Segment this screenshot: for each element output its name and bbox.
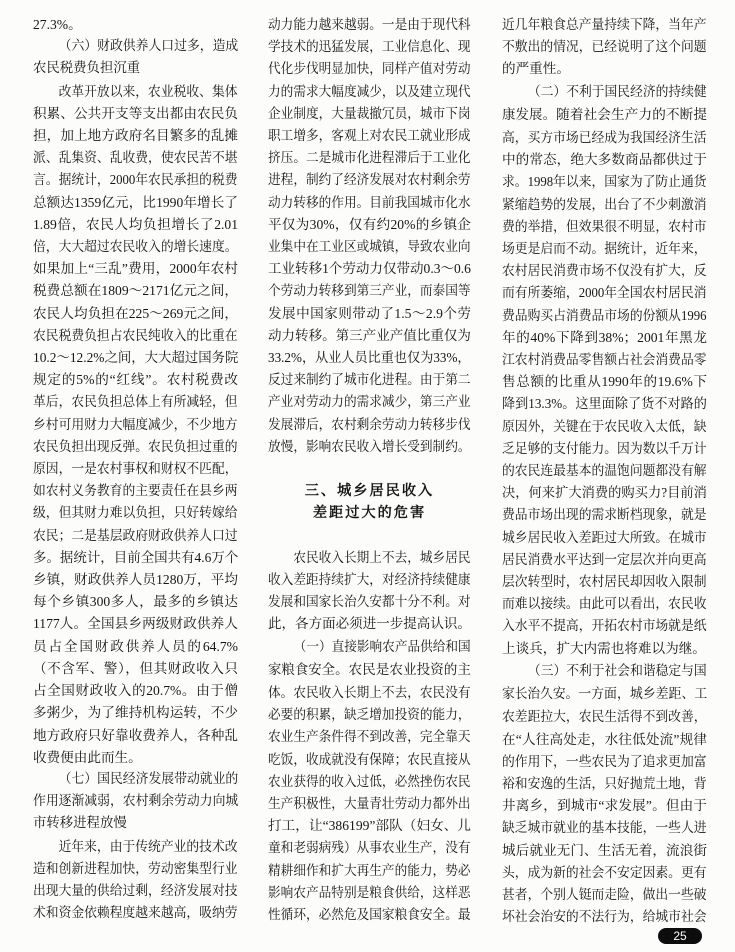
text-line: 力的需求大幅度减少，以及建立现代 [268, 83, 471, 99]
text-line: 总额达1359亿元，比1990年增长了 [33, 194, 238, 210]
text-line: 改革开放以来，农业税收、集体 [58, 83, 238, 99]
text-line: 级，但其财力难以负担，只好转嫁给 [33, 505, 238, 521]
text-line: 原因，一是农村事权和财权不匹配， [33, 461, 238, 477]
text-line: 求。1998年以来，国家为了防止通货 [502, 174, 707, 190]
text-line [502, 660, 707, 683]
text-line: 农民；二是基层政府财政供养人口过 [33, 527, 238, 543]
text-line: 中的常态，绝大多数商品都供过于 [502, 152, 707, 168]
text-line: 坏社会治安的不法行为，给城市社会 [502, 909, 707, 925]
text-line [502, 104, 707, 127]
subheading [33, 36, 238, 80]
text-line: 代化步伐明显加快，同样产值对劳动 [268, 61, 471, 77]
text-line: 紧缩趋势的发展，出台了不少刺激消 [502, 196, 707, 212]
text-line: 近年来，由于传统产业的技术改 [58, 838, 238, 854]
text-line: 此，各方面必须进一步提高认识。 [268, 616, 471, 632]
text-line: （不含军、警），但其财政收入只 [33, 660, 238, 676]
text-line: 1.89倍，农民人均负担增长了2.01 [33, 216, 238, 232]
text-line: 派、乱集资、乱收费，使农民苦不堪 [33, 150, 238, 166]
text-line: 的作用下，一些农民为了追求更加富 [502, 753, 707, 769]
paragraph [268, 14, 471, 458]
text-line: 精耕细作和扩大再生产的能力，势必 [268, 862, 471, 878]
text-line: 挤压。二是城市化进程滞后于工业化 [268, 150, 471, 166]
text-line: 农民负担出现反弹。农民负担过重的 [33, 438, 238, 454]
text-line: 童和老弱病残）从事农业生产，没有 [268, 840, 471, 856]
text-line: 近几年粮食总产量持续下降，当年产 [502, 17, 707, 32]
text-line: 动力能力越来越弱。一是由于现代科 [268, 17, 471, 32]
paragraph [502, 660, 707, 928]
section-heading [268, 480, 471, 524]
text-line: 层次转型时，农村居民却因收入限制 [502, 574, 707, 590]
text-line: 而难以接续。由此可以看出，农民收 [502, 596, 707, 612]
text-line: 影响农产品特别是粮食供给，这样恶 [268, 884, 471, 900]
text-line: 产业对劳动力的需求减少，第三产业 [268, 394, 471, 410]
text-line: 革后，农民负担总体上有所减轻，但 [33, 394, 238, 410]
text-line: 城后就业无门、生活无着，流浪街 [502, 842, 707, 858]
text-line: 担，加上地方政府名目繁多的乱摊 [33, 128, 238, 144]
text-line: 农业获得的收入过低，必然挫伤农民 [268, 773, 471, 789]
subheading [33, 769, 238, 836]
paragraph [33, 14, 238, 36]
run-in-heading: 康发展。 [502, 107, 557, 123]
text-column-3 [502, 14, 707, 928]
page-number: 25 [658, 928, 702, 944]
text-line: 上谈兵，扩大内需也将难以为继。 [502, 640, 706, 656]
text-line: 每个乡镇300多人，最多的乡镇达 [33, 594, 238, 610]
text-line: 售总额的比重从1990年的19.6%下 [502, 374, 707, 390]
text-line: 江农村消费品零售额占社会消费品零 [502, 352, 707, 368]
text-line: 职工增多，客观上对农民工就业形成 [268, 128, 471, 144]
paragraph [502, 81, 707, 660]
paragraph [502, 14, 707, 81]
run-in-heading: （一）直接影响农产品供给和国 [293, 639, 471, 655]
text-line [268, 636, 471, 659]
text-line: 甚者，个别人铤而走险，做出一些破 [502, 886, 707, 902]
text-line: 平仅为30%，仅有约20%的乡镇企 [268, 216, 471, 232]
text-line [502, 683, 708, 706]
text-line: 必要的积累，缺乏增加投资的能力， [268, 707, 471, 723]
text-line: 进程，制约了经济发展对农村剩余劳 [268, 172, 471, 188]
text-line: 市转移进程放慢 [33, 816, 127, 832]
text-line: 农业生产条件得不到改善，完全靠天 [268, 729, 471, 745]
text-line: 入水平不提高，开拓农村市场就是纸 [502, 618, 707, 634]
heading-line: 三、城乡居民收入 [304, 483, 435, 500]
text-line: 发展和国家长治久安都十分不利。对 [268, 594, 471, 610]
text-line: 10.2～12.2%之间，大大超过国务院 [33, 350, 239, 366]
text-line: 多。据统计，目前全国共有4.6万个 [33, 549, 239, 565]
text-line: 缺乏城市就业的基本技能，一些人进 [502, 820, 707, 836]
text-line: 农民税费负担沉重 [33, 61, 141, 77]
text-line: 倍，大大超过农民收入的增长速度。 [33, 239, 238, 255]
text-line: 降到13.3%。这里面除了货不对路的 [502, 396, 707, 412]
text-line: 工业转移1个劳动力仅带动0.3～0.6 [268, 261, 471, 277]
text-line: 业集中在工业区或城镇，导致农业向 [268, 239, 471, 255]
text-line: 的严重性。 [502, 61, 570, 77]
text-line: 税费总额在1809～2171亿元之间， [33, 283, 238, 299]
run-in-heading: 家粮食安全。 [268, 662, 349, 678]
text-line: 高，买方市场已经成为我国经济生活 [502, 130, 707, 146]
text-line: 收入差距持续扩大，对经济持续健康 [268, 572, 471, 588]
text-line: 发展中国家则带动了1.5～2.9个劳 [268, 305, 471, 321]
heading-line: 差距过大的危害 [312, 505, 427, 522]
text-line: 居民消费水平达到一定层次并向更高 [502, 551, 707, 567]
text-line: 出现大量的供给过剩，经济发展对技 [33, 882, 238, 898]
text-line: 33.2%，从业人员比重也仅为33%， [268, 350, 471, 366]
text-line: 反过来制约了城市化进程。由于第二 [268, 372, 471, 388]
text-line: 打工，让“386199”部队（妇女、儿 [268, 818, 471, 834]
text-line: 学技术的迅猛发展，工业信息化、现 [268, 39, 471, 55]
text-column-1 [33, 14, 238, 924]
text-line: 井离乡，到城市“求发展”。但由于 [502, 798, 707, 814]
text-line: （七）国民经济发展带动就业的 [58, 771, 239, 787]
paragraph [33, 836, 238, 925]
text-line: 如农村义务教育的主要责任在县乡两 [33, 483, 238, 499]
text-line: 员占全国财政供养人员的64.7% [33, 638, 238, 654]
text-line: 农民税费负担占农民纯收入的比重在 [33, 327, 238, 343]
text-line: 决，何来扩大消费的购买力?目前消 [502, 485, 707, 501]
text-line: 乏足够的支付能力。因为数以千万计 [502, 440, 707, 456]
text-line: 场更是启而不动。据统计，近年来， [502, 241, 707, 257]
text-line: 个劳动力转移到第三产业，而泰国等 [268, 283, 471, 299]
text-line: 占全国财政收入的20.7%。由于僧 [33, 683, 238, 699]
text-line [502, 81, 707, 104]
text-line: 乡镇，财政供养人员1280万，平均 [33, 572, 238, 588]
text-line: 原因外，关键在于农民收入太低，缺 [502, 418, 707, 434]
paragraph [268, 636, 471, 927]
text-line: 放慢，影响农民收入增长受到制约。 [268, 438, 471, 454]
text-line: 发展滞后，农村剩余劳动力转移步伐 [268, 416, 471, 432]
text-line: 在“人往高处走，水往低处流”规律 [502, 731, 707, 747]
text-line: 27.3%。 [33, 17, 82, 32]
text-line: 体。农民收入长期上不去，农民没有 [268, 685, 471, 701]
text-line [268, 659, 471, 682]
text-line: 农差距拉大，农民生活得不到改善， [502, 709, 707, 725]
text-line: 如果加上“三乱”费用，2000年农村 [33, 261, 238, 277]
body-text: 一方面，城乡差距、工 [578, 686, 708, 702]
text-line: 收费便由此而生。 [33, 749, 142, 765]
text-line: 费品购买占消费品市场的份额从1996 [502, 307, 707, 323]
text-line: 费品市场出现的需求断档现象，就是 [502, 507, 707, 523]
text-line: 积累、公共开支等支出都由农民负 [33, 105, 238, 121]
text-line: 生产积极性，大量青壮劳动力都外出 [268, 796, 471, 812]
run-in-heading: 家长治久安。 [502, 687, 579, 703]
text-line: 术和资金依赖程度越来越高，吸纳劳 [33, 905, 238, 921]
text-line: 农民收入长期上不去，城乡居民 [293, 549, 471, 565]
text-line: 性循环，必然危及国家粮食安全。最 [268, 907, 471, 923]
text-line: 造和创新进程加快，劳动密集型行业 [33, 860, 238, 876]
text-line: 费的举措，但效果很不明显，农村市 [502, 218, 707, 234]
text-line: 动力转移。第三产业产值比重仅为 [268, 327, 471, 343]
text-line: 的农民连最基本的温饱问题都没有解 [502, 463, 707, 479]
paragraph [33, 81, 238, 769]
run-in-heading: （二）不利于国民经济的持续健 [527, 84, 707, 100]
paragraph [268, 547, 471, 636]
text-line: 言。据统计，2000年农民承担的税费 [33, 172, 238, 188]
text-line: 企业制度，大量裁撤冗员，城市下岗 [268, 105, 471, 121]
text-line: 不敷出的情况，已经说明了这个问题 [502, 39, 707, 55]
text-line: 动力转移的作用。目前我国城市化水 [268, 194, 471, 210]
text-line: 地方政府只好靠收费养人，各种乱 [33, 727, 238, 743]
body-text: 随着社会生产力的不断提 [556, 106, 708, 122]
text-line: 乡村可用财力大幅度减少，不少地方 [33, 416, 238, 432]
run-in-heading: （三）不利于社会和谐稳定与国 [527, 663, 707, 679]
text-line: 而有所萎缩，2000年全国农村居民消 [502, 285, 707, 301]
body-text: 农民是农业投资的主 [348, 661, 472, 677]
text-line: 多粥少，为了维持机构运转，不少 [33, 705, 238, 721]
text-line: 头，成为新的社会不安定因素。更有 [502, 864, 707, 880]
text-line: 农村居民消费市场不仅没有扩大，反 [502, 263, 707, 279]
text-line: 1177人。全国县乡两级财政供养人 [33, 616, 238, 632]
text-column-2 [268, 14, 471, 926]
text-line: 规定的5%的“红线”。农村税费改 [33, 372, 238, 388]
text-line: （六）财政供养人口过多，造成 [58, 39, 239, 55]
text-line: 农民人均负担在225～269元之间， [33, 305, 238, 321]
text-line: 裕和安逸的生活，只好抛荒土地，背 [502, 775, 707, 791]
text-line: 年的40%下降到38%；2001年黑龙 [502, 329, 707, 345]
text-line: 城乡居民收入差距过大所致。在城市 [502, 529, 707, 545]
text-line: 作用逐渐减弱，农村剩余劳动力向城 [33, 794, 239, 810]
text-line: 吃饭，收成就没有保障；农民直接从 [268, 751, 471, 767]
